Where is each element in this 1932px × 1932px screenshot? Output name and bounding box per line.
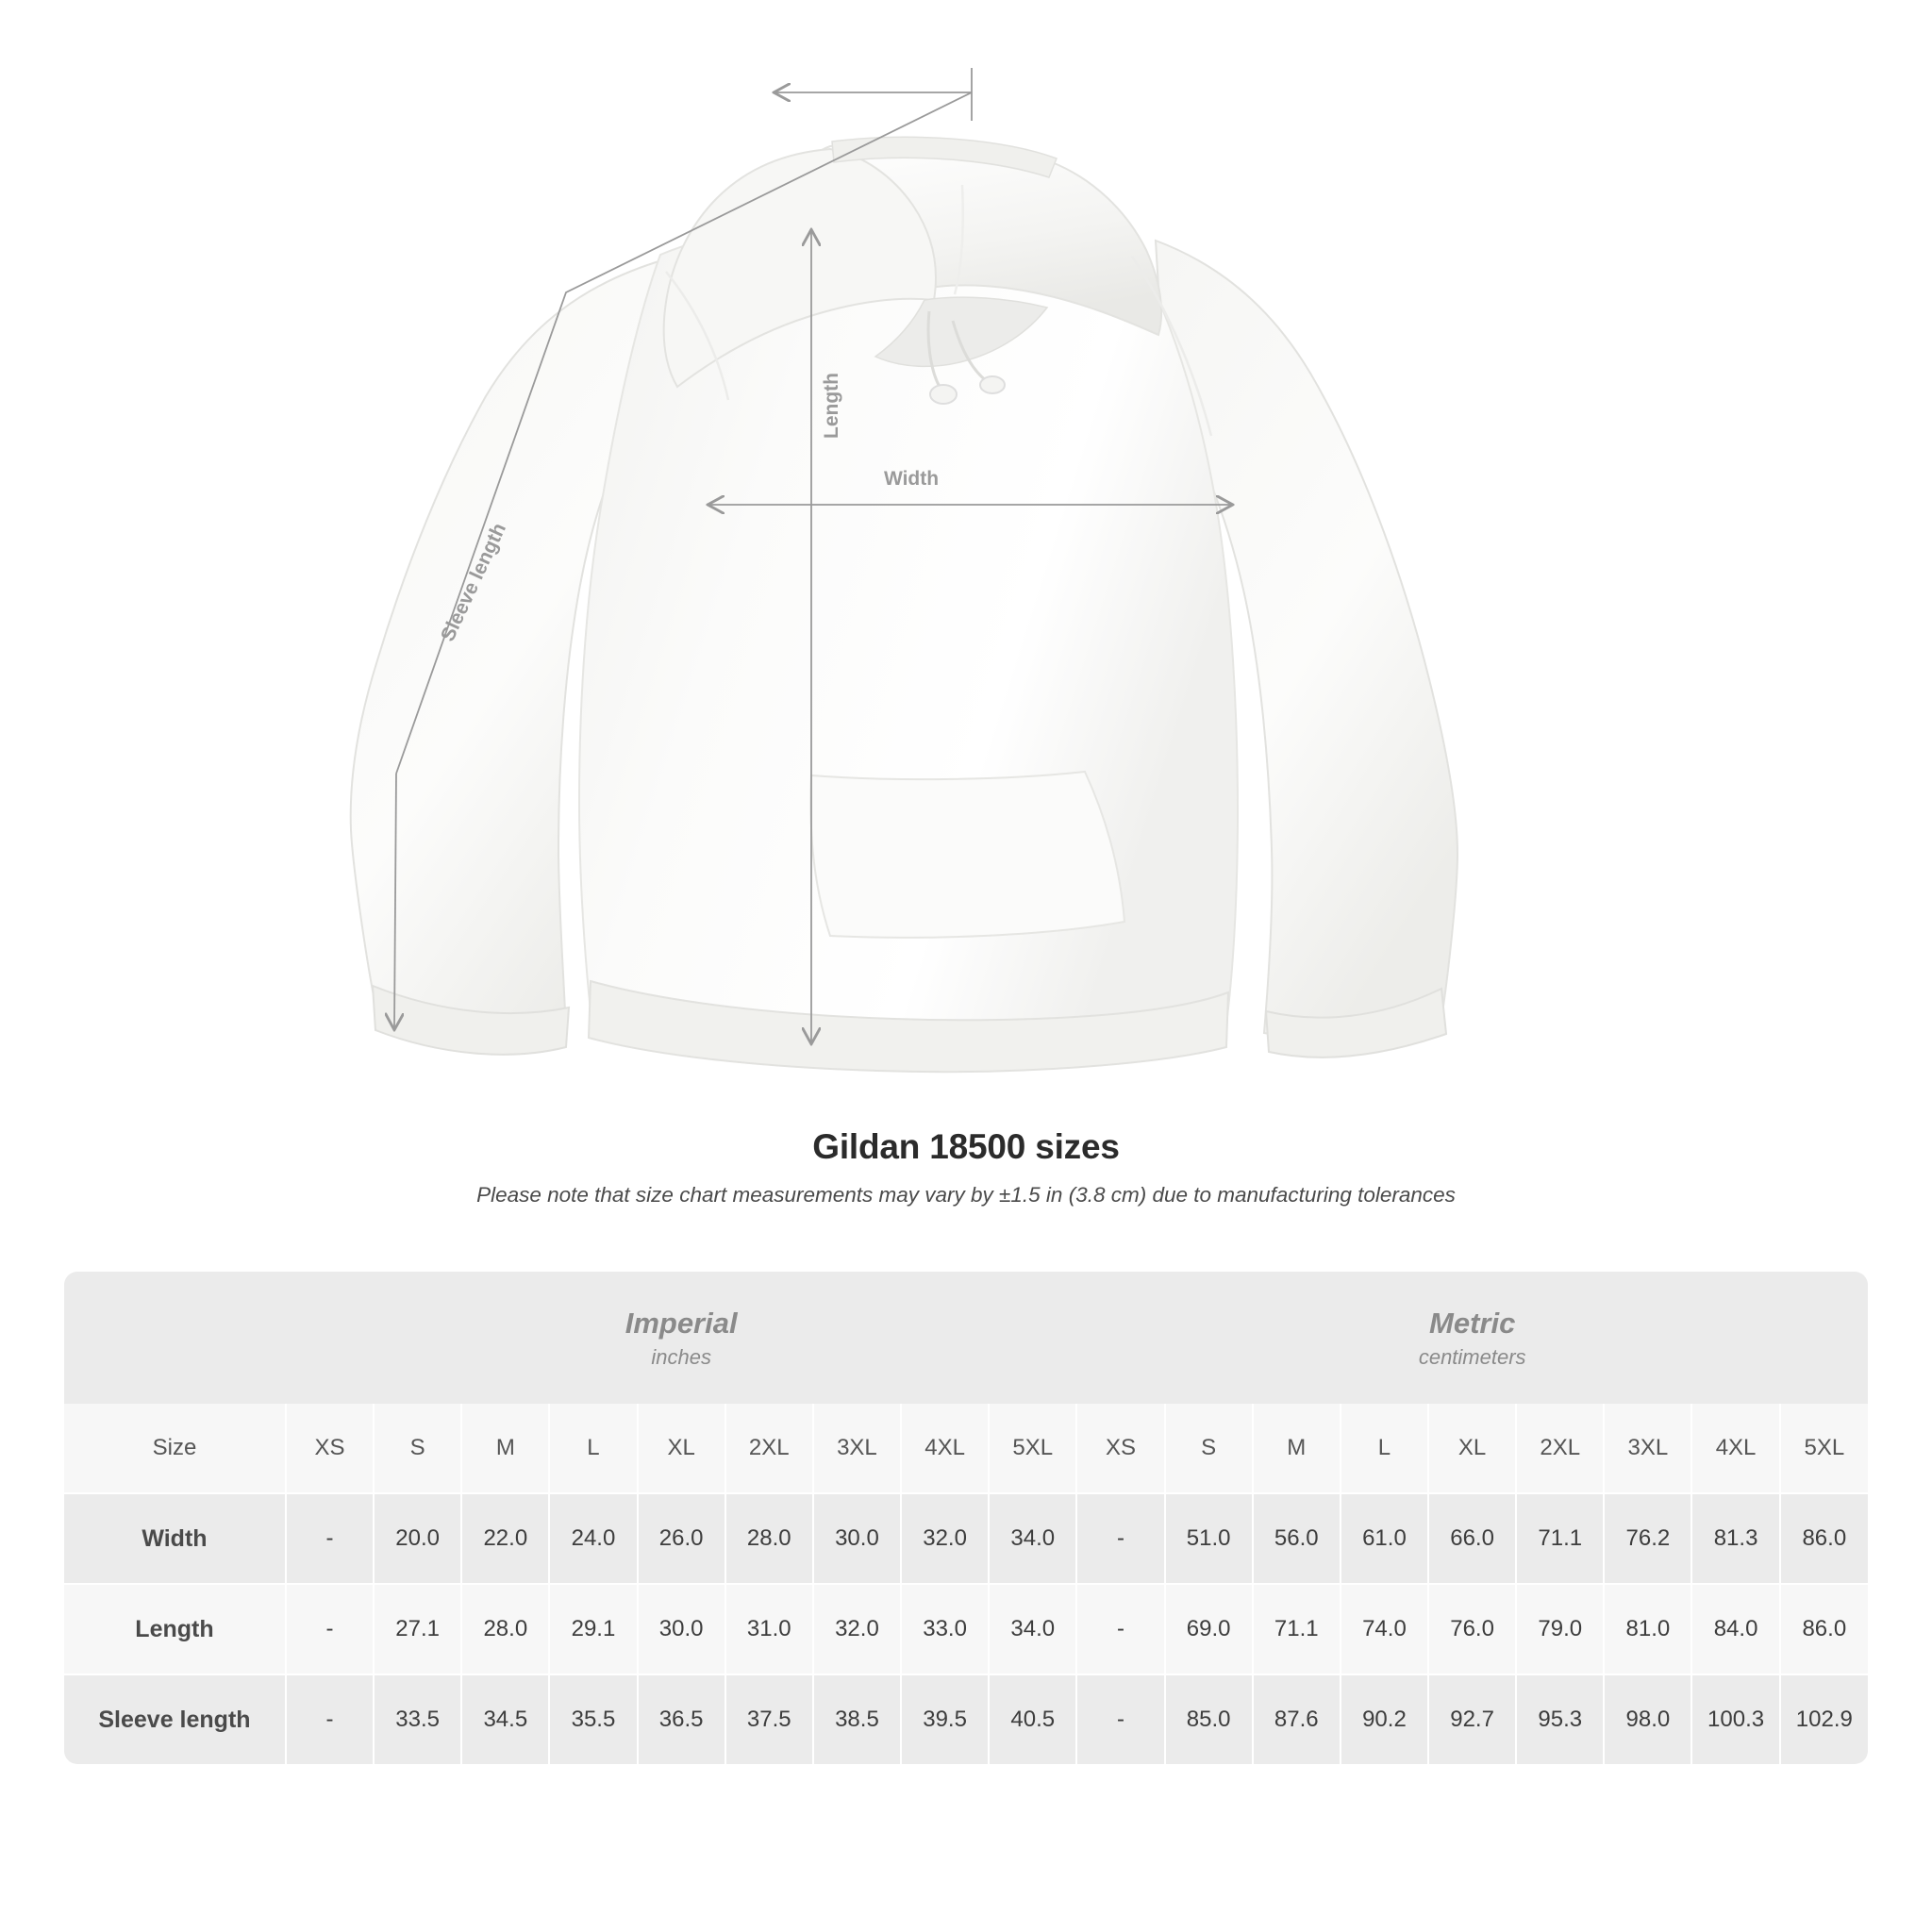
row-label-sleeve-length: Sleeve length xyxy=(64,1674,286,1764)
length-label: Length xyxy=(821,373,842,439)
cell-length-metric-3xl: 81.0 xyxy=(1604,1584,1691,1674)
row-label-length: Length xyxy=(64,1584,286,1674)
cell-length-metric-2xl: 79.0 xyxy=(1516,1584,1604,1674)
row-label-width: Width xyxy=(64,1493,286,1584)
size-header-metric-xs: XS xyxy=(1076,1404,1164,1493)
cell-sleeve-metric-m: 87.6 xyxy=(1253,1674,1341,1764)
cell-sleeve-metric-5xl: 102.9 xyxy=(1780,1674,1868,1764)
table-row xyxy=(64,1584,1868,1674)
size-table xyxy=(64,1272,1868,1764)
cell-sleeve-metric-s: 85.0 xyxy=(1165,1674,1253,1764)
unit-imperial-name: Imperial xyxy=(625,1307,738,1341)
unit-metric-sub: centimeters xyxy=(1418,1344,1526,1369)
size-header-metric-s: S xyxy=(1165,1404,1253,1493)
size-header-row xyxy=(64,1404,1868,1493)
cell-sleeve-imperial-s: 33.5 xyxy=(374,1674,461,1764)
unit-metric-name: Metric xyxy=(1429,1307,1516,1341)
cell-sleeve-metric-xs: - xyxy=(1076,1674,1164,1764)
cell-width-imperial-s: 20.0 xyxy=(374,1493,461,1584)
tolerance-note: Please note that size chart measurements may vary by ±1.5 in (3.8 cm) due to manufacturing tolerances xyxy=(476,1183,1456,1207)
cell-width-imperial-3xl: 30.0 xyxy=(813,1493,901,1584)
unit-spacer-cell xyxy=(64,1272,286,1404)
size-header-metric-xl: XL xyxy=(1428,1404,1516,1493)
size-header-imperial-2xl: 2XL xyxy=(725,1404,813,1493)
cell-width-metric-4xl: 81.3 xyxy=(1691,1493,1779,1584)
page-title: Gildan 18500 sizes xyxy=(812,1127,1120,1166)
size-header-metric-m: M xyxy=(1253,1404,1341,1493)
cell-width-imperial-xl: 26.0 xyxy=(638,1493,725,1584)
cell-width-imperial-5xl: 34.0 xyxy=(989,1493,1076,1584)
size-header-imperial-5xl: 5XL xyxy=(989,1404,1076,1493)
size-header-metric-4xl: 4XL xyxy=(1691,1404,1779,1493)
cell-width-metric-xl: 66.0 xyxy=(1428,1493,1516,1584)
cell-width-imperial-4xl: 32.0 xyxy=(901,1493,989,1584)
cell-length-metric-xl: 76.0 xyxy=(1428,1584,1516,1674)
size-header-imperial-xl: XL xyxy=(638,1404,725,1493)
cell-width-metric-3xl: 76.2 xyxy=(1604,1493,1691,1584)
cell-length-imperial-xs: - xyxy=(286,1584,374,1674)
cell-width-metric-2xl: 71.1 xyxy=(1516,1493,1604,1584)
table-row xyxy=(64,1493,1868,1584)
size-header-label: Size xyxy=(64,1404,286,1493)
cell-width-metric-s: 51.0 xyxy=(1165,1493,1253,1584)
size-table-wrapper xyxy=(64,1272,1868,1764)
table-row xyxy=(64,1674,1868,1764)
cell-width-imperial-l: 24.0 xyxy=(549,1493,637,1584)
size-header-metric-l: L xyxy=(1341,1404,1428,1493)
cell-width-imperial-xs: - xyxy=(286,1493,374,1584)
sleeve-length-label: Sleeve length xyxy=(437,520,511,645)
cell-sleeve-metric-l: 90.2 xyxy=(1341,1674,1428,1764)
size-header-imperial-xs: XS xyxy=(286,1404,374,1493)
cell-width-metric-l: 61.0 xyxy=(1341,1493,1428,1584)
cell-length-imperial-4xl: 33.0 xyxy=(901,1584,989,1674)
cell-width-imperial-m: 22.0 xyxy=(461,1493,549,1584)
cell-sleeve-imperial-xs: - xyxy=(286,1674,374,1764)
hoodie-graphic xyxy=(351,137,1457,1072)
cell-sleeve-metric-4xl: 100.3 xyxy=(1691,1674,1779,1764)
size-header-imperial-m: M xyxy=(461,1404,549,1493)
size-header-imperial-4xl: 4XL xyxy=(901,1404,989,1493)
cell-sleeve-imperial-4xl: 39.5 xyxy=(901,1674,989,1764)
size-header-metric-3xl: 3XL xyxy=(1604,1404,1691,1493)
title-block xyxy=(0,1127,1932,1208)
cell-sleeve-metric-2xl: 95.3 xyxy=(1516,1674,1604,1764)
cell-length-metric-l: 74.0 xyxy=(1341,1584,1428,1674)
cell-sleeve-imperial-xl: 36.5 xyxy=(638,1674,725,1764)
size-header-metric-5xl: 5XL xyxy=(1780,1404,1868,1493)
cell-length-imperial-5xl: 34.0 xyxy=(989,1584,1076,1674)
cell-width-metric-xs: - xyxy=(1076,1493,1164,1584)
unit-imperial-sub: inches xyxy=(651,1344,711,1369)
cell-sleeve-metric-3xl: 98.0 xyxy=(1604,1674,1691,1764)
cell-length-metric-s: 69.0 xyxy=(1165,1584,1253,1674)
cell-length-metric-4xl: 84.0 xyxy=(1691,1584,1779,1674)
cell-sleeve-imperial-5xl: 40.5 xyxy=(989,1674,1076,1764)
size-header-imperial-3xl: 3XL xyxy=(813,1404,901,1493)
cell-length-imperial-s: 27.1 xyxy=(374,1584,461,1674)
cell-sleeve-imperial-m: 34.5 xyxy=(461,1674,549,1764)
cell-length-metric-m: 71.1 xyxy=(1253,1584,1341,1674)
cell-length-metric-5xl: 86.0 xyxy=(1780,1584,1868,1674)
cell-sleeve-imperial-l: 35.5 xyxy=(549,1674,637,1764)
unit-metric-cell xyxy=(1076,1272,1868,1404)
cell-length-imperial-xl: 30.0 xyxy=(638,1584,725,1674)
cell-sleeve-imperial-2xl: 37.5 xyxy=(725,1674,813,1764)
cell-sleeve-imperial-3xl: 38.5 xyxy=(813,1674,901,1764)
cell-length-imperial-l: 29.1 xyxy=(549,1584,637,1674)
size-header-imperial-s: S xyxy=(374,1404,461,1493)
width-label: Width xyxy=(883,468,940,490)
unit-imperial-cell xyxy=(286,1272,1076,1404)
cell-width-imperial-2xl: 28.0 xyxy=(725,1493,813,1584)
cell-length-metric-xs: - xyxy=(1076,1584,1164,1674)
cell-length-imperial-m: 28.0 xyxy=(461,1584,549,1674)
cell-width-metric-m: 56.0 xyxy=(1253,1493,1341,1584)
cell-width-metric-5xl: 86.0 xyxy=(1780,1493,1868,1584)
unit-header-row xyxy=(64,1272,1868,1404)
cell-length-imperial-3xl: 32.0 xyxy=(813,1584,901,1674)
size-header-imperial-l: L xyxy=(549,1404,637,1493)
cell-length-imperial-2xl: 31.0 xyxy=(725,1584,813,1674)
size-header-metric-2xl: 2XL xyxy=(1516,1404,1604,1493)
cell-sleeve-metric-xl: 92.7 xyxy=(1428,1674,1516,1764)
